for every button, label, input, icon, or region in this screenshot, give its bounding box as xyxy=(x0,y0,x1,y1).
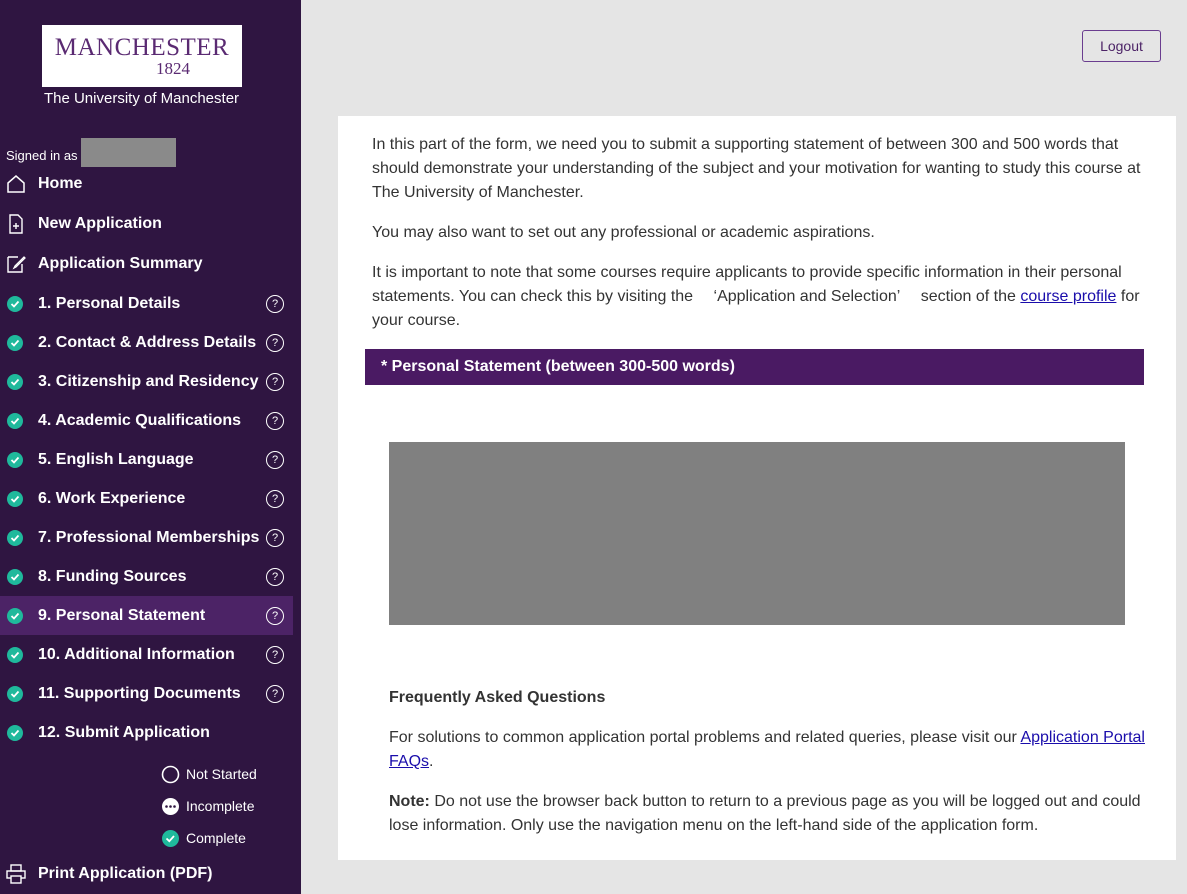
sidebar-item-label: 9. Personal Statement xyxy=(38,606,206,624)
help-icon[interactable]: ? xyxy=(266,295,284,313)
check-circle-icon xyxy=(6,528,26,548)
sidebar-nav xyxy=(0,164,293,752)
intro-paragraph-3-end: for your course. xyxy=(372,288,1140,329)
sidebar-item-personal-statement[interactable] xyxy=(0,596,293,635)
intro-text xyxy=(372,133,1162,349)
logo-name: MANCHESTER xyxy=(54,34,230,61)
legend-incomplete xyxy=(161,790,257,822)
sidebar-item-label: 12. Submit Application xyxy=(38,723,210,741)
sidebar-item-academic-qualifications[interactable] xyxy=(0,401,293,440)
check-circle-icon xyxy=(6,372,26,392)
print-application-link[interactable] xyxy=(0,854,293,893)
legend-label: Complete xyxy=(186,830,246,846)
check-circle-icon xyxy=(6,294,26,314)
faq-text: For solutions to common application portal problems and related queries, please visit our xyxy=(389,729,1021,746)
intro-paragraph-1: In this part of the form, we need you to submit a supporting statement of between 300 and 500 words that should demonstrate your understanding of the subject and your motivation for wanting to study this course at The University of Manchester. xyxy=(372,136,1141,201)
sidebar-item-label: 3. Citizenship and Residency xyxy=(38,372,259,390)
sidebar-item-work-experience[interactable] xyxy=(0,479,293,518)
help-icon[interactable]: ? xyxy=(266,412,284,430)
home-icon xyxy=(6,174,26,194)
sidebar-item-submit-application[interactable] xyxy=(0,713,293,752)
help-icon[interactable]: ? xyxy=(266,685,284,703)
sidebar-item-label: Application Summary xyxy=(38,255,203,272)
sidebar-item-professional-memberships[interactable] xyxy=(0,518,293,557)
logout-button[interactable]: Logout xyxy=(1082,30,1161,62)
sidebar-item-label: 5. English Language xyxy=(38,450,194,468)
sidebar-item-new-application[interactable] xyxy=(0,204,293,244)
sidebar-item-supporting-documents[interactable] xyxy=(0,674,293,713)
faq-paragraph xyxy=(389,726,1149,774)
print-label: Print Application (PDF) xyxy=(38,864,213,882)
sidebar-item-label: 6. Work Experience xyxy=(38,489,186,507)
status-legend xyxy=(161,758,257,854)
faq-title: Frequently Asked Questions xyxy=(389,689,606,706)
sidebar-item-english-language[interactable] xyxy=(0,440,293,479)
sidebar-item-label: 8. Funding Sources xyxy=(38,567,187,585)
check-circle-icon xyxy=(6,411,26,431)
sidebar-item-funding-sources[interactable] xyxy=(0,557,293,596)
help-icon[interactable]: ? xyxy=(266,490,284,508)
signed-in-label: Signed in as xyxy=(6,148,78,163)
empty-circle-icon xyxy=(161,765,180,784)
sidebar-item-label: New Application xyxy=(38,215,162,232)
logo-year: 1824 xyxy=(156,59,190,78)
check-circle-icon xyxy=(6,567,26,587)
sidebar-item-label: 2. Contact & Address Details xyxy=(38,333,257,351)
sidebar xyxy=(0,0,301,894)
check-circle-icon xyxy=(161,829,180,848)
check-circle-icon xyxy=(6,723,26,743)
edit-icon xyxy=(6,254,26,274)
help-icon[interactable]: ? xyxy=(266,646,284,664)
help-icon[interactable]: ? xyxy=(266,334,284,352)
legend-label: Incomplete xyxy=(186,798,255,814)
sidebar-item-citizenship[interactable] xyxy=(0,362,293,401)
course-profile-link[interactable]: course profile xyxy=(1020,288,1117,305)
university-logo[interactable] xyxy=(42,25,242,87)
note-text: Do not use the browser back button to return to a previous page as you will be logged out and could lose information. Only use the navigation menu on the left-hand side of the application form. xyxy=(389,793,1141,834)
sidebar-item-contact-address[interactable] xyxy=(0,323,293,362)
logo-caption: The University of Manchester xyxy=(43,90,240,107)
sidebar-item-home[interactable] xyxy=(0,164,293,204)
sidebar-item-label: 7. Professional Memberships xyxy=(38,528,260,546)
intro-paragraph-3-text: It is important to note that some courses require applicants to provide specific information in their personal statements. You can check this by visiting the ‘Application and Selection’ section of the xyxy=(372,264,1122,305)
legend-complete xyxy=(161,822,257,854)
help-icon[interactable]: ? xyxy=(266,451,284,469)
sidebar-item-label: 4. Academic Qualifications xyxy=(38,411,242,429)
printer-icon xyxy=(6,864,26,884)
intro-paragraph-3 xyxy=(372,261,1162,333)
sidebar-item-label: 10. Additional Information xyxy=(38,645,235,663)
legend-label: Not Started xyxy=(186,766,257,782)
legend-not-started xyxy=(161,758,257,790)
section-header: * Personal Statement (between 300-500 words) xyxy=(365,349,1144,385)
sidebar-item-personal-details[interactable] xyxy=(0,284,293,323)
faq-link[interactable]: Application Portal FAQs xyxy=(389,729,1145,770)
sidebar-item-label: 11. Supporting Documents xyxy=(38,684,241,702)
check-circle-icon xyxy=(6,645,26,665)
help-icon[interactable]: ? xyxy=(266,373,284,391)
sidebar-item-additional-information[interactable] xyxy=(0,635,293,674)
main-content-card xyxy=(338,116,1176,860)
faq-period: . xyxy=(429,753,434,770)
help-icon[interactable]: ? xyxy=(266,529,284,547)
personal-statement-input-redacted[interactable] xyxy=(389,442,1125,625)
intro-paragraph-2: You may also want to set out any professional or academic aspirations. xyxy=(372,224,875,241)
ellipsis-circle-icon xyxy=(161,797,180,816)
check-circle-icon xyxy=(6,684,26,704)
sidebar-item-label: Home xyxy=(38,175,83,192)
check-circle-icon xyxy=(6,489,26,509)
note-paragraph xyxy=(389,790,1149,838)
new-document-icon xyxy=(6,214,26,234)
help-icon[interactable]: ? xyxy=(266,568,284,586)
faq-section xyxy=(389,686,1149,854)
check-circle-icon xyxy=(6,333,26,353)
sidebar-item-application-summary[interactable] xyxy=(0,244,293,284)
check-circle-icon xyxy=(6,450,26,470)
user-name-redacted xyxy=(81,138,176,167)
sidebar-item-label: 1. Personal Details xyxy=(38,294,181,312)
check-circle-icon xyxy=(6,606,26,626)
help-icon[interactable]: ? xyxy=(266,607,284,625)
note-label: Note: xyxy=(389,793,430,810)
